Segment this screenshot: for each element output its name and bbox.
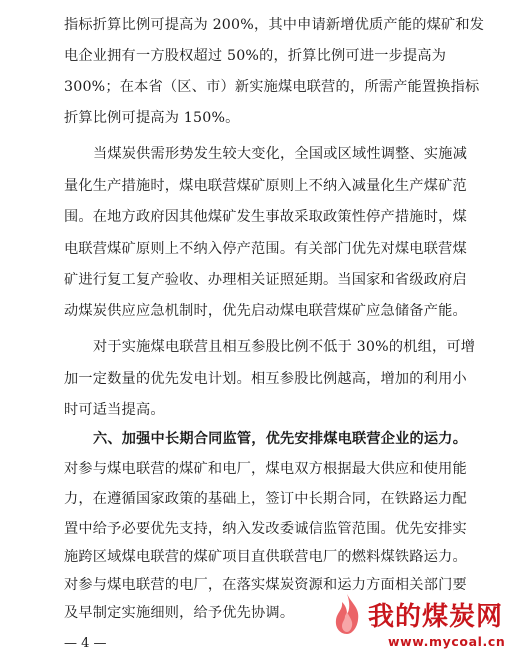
text-line: 当煤炭供需形势发生较大变化，全国或区域性调整、实施减 xyxy=(93,146,468,162)
text-line: 置中给予必要优先支持，纳入发改委诚信监管范围。优先安排实 xyxy=(64,521,467,537)
text-line: 电企业拥有一方股权超过 50%的，折算比例可进一步提高为 xyxy=(64,48,447,64)
text-line: 电联营煤矿原则上不纳入停产范围。有关部门优先对煤电联营煤 xyxy=(64,241,467,257)
text-line: 300%；在本省（区、市）新实施煤电联营的，所需产能置换指标 xyxy=(64,79,480,95)
page-number: — 4 — xyxy=(64,636,107,651)
text-line: 折算比例可提高为 150%。 xyxy=(64,110,240,126)
watermark-url: www.mycoal.cn xyxy=(388,634,506,649)
site-watermark xyxy=(330,590,515,657)
text-line: 力，在遵循国家政策的基础上，签订中长期合同，在铁路运力配 xyxy=(64,491,467,507)
section-heading: 六、加强中长期合同监管，优先安排煤电联营企业的运力。 xyxy=(93,431,468,447)
text-line: 围。在地方政府因其他煤矿发生事故采取政策性停产措施时，煤 xyxy=(64,209,467,225)
text-line: 加一定数量的优先发电计划。相互参股比例越高，增加的利用小 xyxy=(64,371,467,387)
text-line: 动煤炭供应应急机制时，优先启动煤电联营煤矿应急储备产能。 xyxy=(64,303,467,319)
text-line: 对参与煤电联营的电厂，在落实煤炭资源和运力方面相关部门要 xyxy=(64,577,467,593)
text-line: 量化生产措施时，煤电联营煤矿原则上不纳入减量化生产煤矿范 xyxy=(64,178,467,194)
text-line: 及早制定实施细则，给予优先协调。 xyxy=(64,605,295,621)
flame-logo-icon xyxy=(330,592,364,636)
text-line: 时可适当提高。 xyxy=(64,402,165,418)
text-line: 施跨区域煤电联营的煤矿项目直供联营电厂的燃料煤铁路运力。 xyxy=(64,549,467,565)
text-line: 指标折算比例可提高为 200%，其中申请新增优质产能的煤矿和发 xyxy=(64,17,485,33)
text-line: 对于实施煤电联营且相互参股比例不低于 30%的机组，可增 xyxy=(93,339,476,355)
text-line: 对参与煤电联营的煤矿和电厂，煤电双方根据最大供应和使用能 xyxy=(64,461,467,477)
watermark-title: 我的煤炭网 xyxy=(368,602,504,632)
text-line: 矿进行复工复产验收、办理相关证照延期。当国家和省级政府启 xyxy=(64,272,467,288)
